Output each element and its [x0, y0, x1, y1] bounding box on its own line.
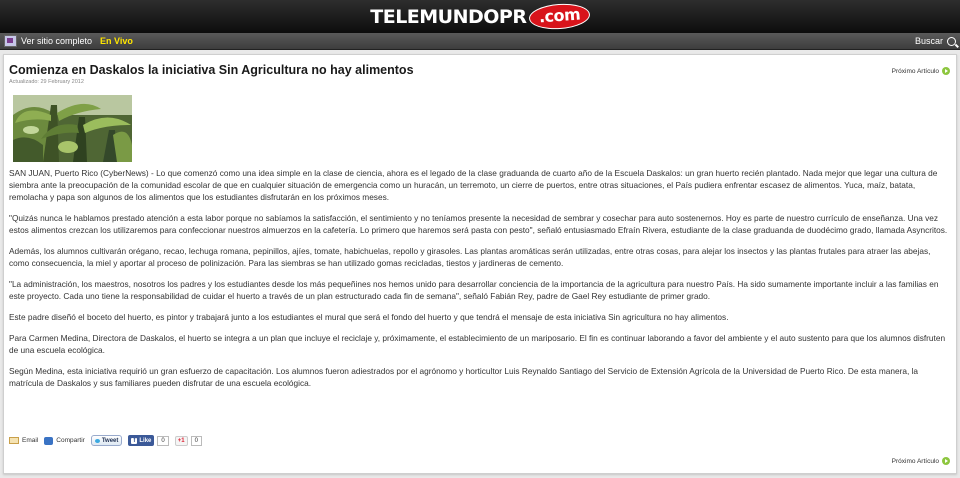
article-body [9, 167, 949, 398]
live-link[interactable]: En Vivo [100, 36, 133, 46]
google-plus-one-button[interactable]: +1 [175, 436, 188, 446]
next-article-label: Próximo Artículo [891, 67, 939, 75]
email-label: Email [22, 437, 39, 444]
compartir-share-button[interactable] [44, 437, 85, 445]
next-article-label: Próximo Artículo [891, 457, 939, 465]
site-header [0, 0, 960, 33]
full-site-link[interactable]: Ver sitio completo [21, 36, 93, 46]
article-paragraph: "La administración, los maestros, nosotros los padres y los estudiantes desde los más pequeñines nos hemos unido para desarrollar conciencia de la importancia de la agricultura para nuestro País. Ha sido sumamente importante incluir a las familias en este proyecto. Cada uno tiene la responsabilidad de cuidar el huerto a través de un plan estructurado cada fin de semana", señaló Fabián Rey, padre de Gael Rey estudiante de primer grado. [9, 279, 939, 301]
banana-plants-image [13, 95, 132, 162]
search-button[interactable] [915, 36, 956, 46]
share-icon [44, 437, 53, 445]
search-label: Buscar [914, 36, 943, 46]
tweet-button[interactable] [91, 435, 123, 446]
search-icon [947, 37, 956, 46]
desktop-site-icon[interactable] [4, 35, 17, 47]
compartir-label: Compartir [56, 437, 85, 444]
twitter-bird-icon [95, 439, 100, 443]
arrow-right-icon [942, 457, 950, 465]
next-article-link-top[interactable] [892, 67, 950, 75]
toolbar [0, 33, 960, 50]
article-card [3, 54, 957, 474]
article-paragraph: "Quizás nunca le hablamos prestado atención a esta labor porque no sabíamos la satisfacción, el sentimiento y no teníamos presente la necesidad de sembrar y cosechar para auto sostenernos. Hoy es parte de nuestro currículo de enseñanza. Una vez estos alimentos crezcan los utilizaremos para confeccionar nuestros almuerzos en la cafetería. Lo primero que haremos será pasta con pesto", señaló entusiasmado Efraín Rivera, estudiante de la clase graduanda de duodécimo grado, llamada Asyncritos. [9, 213, 948, 235]
email-share-button[interactable] [9, 437, 38, 444]
like-label: Like [139, 437, 152, 444]
share-bar [9, 435, 208, 446]
like-count: 0 [157, 436, 168, 446]
article-paragraph: Además, los alumnos cultivarán orégano, recao, lechuga romana, pepinillos, ajíes, tomate, habichuelas, repollo y girasoles. Las plantas aromáticas serán utilizadas, entre otras cosas, para alejar los insectos y las plantas frutales para atraer las abejas, como consecuencia, la miel y aportar al proceso de polinización. Para las siembras se han utilizado gomas recicladas, tiestos y jardineras de cemento. [9, 246, 931, 268]
logo-main-text: TELEMUNDOPR [370, 5, 527, 28]
envelope-icon [9, 437, 19, 444]
article-paragraph: SAN JUAN, Puerto Rico (CyberNews) - Lo que comenzó como una idea simple en la clase de ciencia, ahora es el legado de la clase graduanda de cuarto año de la Escuela Daskalos: un gran huerto recién plantado. Nada mejor que legar una cultura de siembra ante la preocupación de la comunidad escolar de que en cualquier situación de emergencia como un huracán, un terremoto, un cierre de puertos, entre otras situaciones, el País pudiera enfrentar escasez de alimentos. Yuca, maíz, batata, remolacha y papa son algunos de los alimentos que los estudiantes disfrutarán en los próximos meses. [9, 168, 938, 202]
logo-com-badge: .com [528, 2, 591, 31]
next-article-link-bottom[interactable] [892, 457, 950, 465]
article-paragraph: Para Carmen Medina, Directora de Daskalos, el huerto se integra a un plan que incluye el reciclaje y, próximamente, el establecimiento de un mariposario. El fin es continuar laborando a favor del ambiente y el auto sustento para que los alumnos disfruten de una escuela ecológica. [9, 333, 946, 355]
facebook-icon: f [133, 437, 136, 444]
facebook-like-button[interactable] [128, 435, 154, 446]
telemundopr-logo[interactable] [370, 4, 589, 29]
arrow-right-icon [942, 67, 950, 75]
article-paragraph: Según Medina, esta iniciativa requirió un gran esfuerzo de capacitación. Los alumnos fueron adiestrados por el agrónomo y horticultor Luis Reynaldo Santiago del Servicio de Extensión Agrícola de la Universidad de Puerto Rico. De esta manera, la matrícula de Daskalos y sus familiares pueden disfrutar de una escuela ecológica. [9, 366, 919, 388]
tweet-label: Tweet [101, 437, 119, 444]
article-title: Comienza en Daskalos la iniciativa Sin Agricultura no hay alimentos [9, 63, 414, 77]
plus-one-count: 0 [191, 436, 202, 446]
article-photo [13, 95, 132, 162]
article-paragraph: Este padre diseñó el boceto del huerto, es pintor y trabajará junto a los estudiantes el mural que será el fondo del huerto y que tendrá el mensaje de esta iniciativa Sin agricultura no hay alimentos. [9, 312, 729, 322]
article-updated-date: Actualizado: 29 February 2012 [9, 79, 84, 85]
